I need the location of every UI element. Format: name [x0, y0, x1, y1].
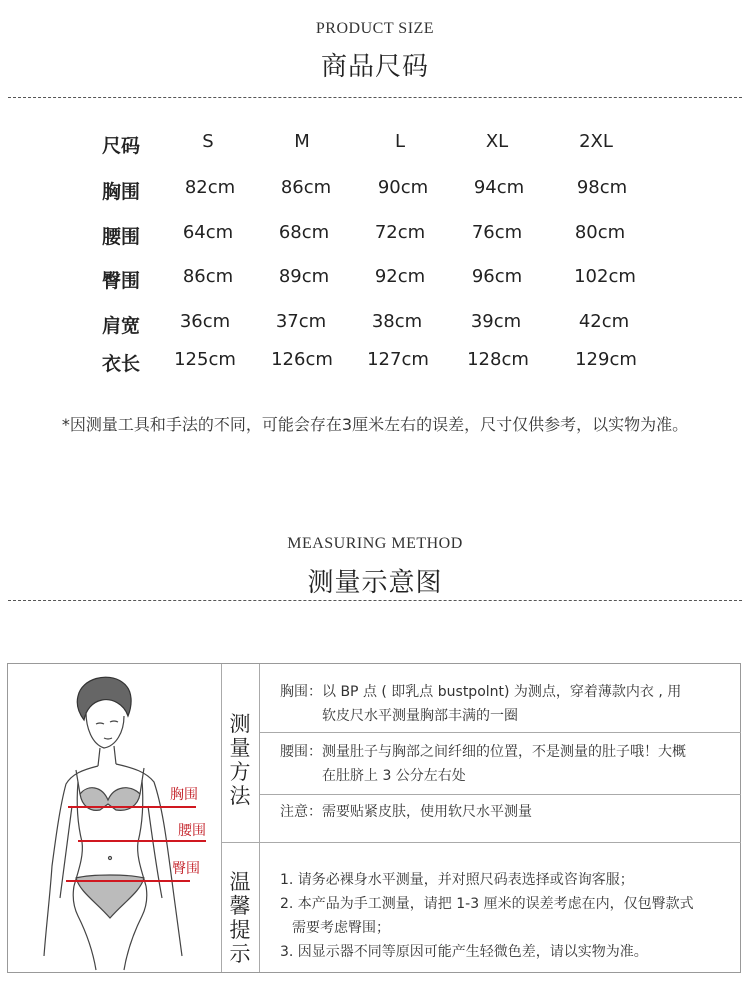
- bust-line: [68, 806, 196, 808]
- table-cell: 94cm: [473, 177, 525, 198]
- table-cell: 42cm: [578, 311, 630, 332]
- table-cell: 102cm: [574, 266, 636, 287]
- table-cell: 86cm: [182, 266, 234, 287]
- column-divider: [221, 664, 222, 972]
- table-cell: 129cm: [575, 349, 637, 370]
- table-row: [0, 311, 750, 341]
- table-row: [0, 266, 750, 296]
- body-figure-illustration: [16, 666, 226, 972]
- table-header-row: [0, 131, 750, 161]
- hip-line: [66, 880, 190, 882]
- section-title-en: PRODUCT SIZE: [315, 20, 435, 37]
- table-cell: 68cm: [278, 222, 330, 243]
- waist-line: [78, 840, 206, 842]
- measurement-guide-box: [7, 663, 741, 973]
- method-item-bust: 胸围：以 BP 点 ( 即乳点 bustpolnt) 为测点，穿着薄款内衣 , 用 软皮尺水平测量胸部丰满的一圈: [280, 684, 682, 724]
- table-cell: 98cm: [576, 177, 628, 198]
- table-row: [0, 349, 750, 379]
- hip-label: 臀围: [172, 861, 200, 877]
- tips-label: 温馨提示: [229, 870, 251, 966]
- table-cell: 127cm: [367, 349, 429, 370]
- table-cell: 86cm: [280, 177, 332, 198]
- table-cell: 72cm: [374, 222, 426, 243]
- table-row: [0, 177, 750, 207]
- size-disclaimer: *因测量工具和手法的不同，可能会存在3厘米左右的误差，尺寸仅供参考，以实物为准。: [61, 415, 689, 434]
- row-divider: [259, 794, 741, 795]
- table-cell: 89cm: [278, 266, 330, 287]
- row-label: 衣长: [102, 353, 141, 375]
- section-title-en: MEASURING METHOD: [287, 535, 463, 552]
- row-label: 肩宽: [102, 315, 141, 337]
- table-cell: 80cm: [574, 222, 626, 243]
- size-header: XL: [485, 131, 509, 152]
- table-row: [0, 222, 750, 252]
- table-cell: 90cm: [377, 177, 429, 198]
- table-cell: 39cm: [470, 311, 522, 332]
- tips-list: [280, 868, 694, 964]
- section-title-cn: 测量示意图: [307, 568, 443, 598]
- divider: [8, 97, 742, 98]
- tip-line: 2. 本产品为手工测量，请把 1-3 厘米的误差考虑在内，仅包臀款式: [280, 896, 694, 912]
- size-header: L: [394, 131, 406, 152]
- table-cell: 128cm: [467, 349, 529, 370]
- row-label: 腰围: [102, 226, 141, 248]
- tip-line: 1. 请务必裸身水平测量，并对照尺码表选择或咨询客服；: [280, 872, 634, 888]
- header-label: 尺码: [102, 135, 141, 157]
- size-header: S: [202, 131, 214, 152]
- table-cell: 126cm: [271, 349, 333, 370]
- table-cell: 96cm: [471, 266, 523, 287]
- row-divider: [259, 732, 741, 733]
- row-label: 胸围: [102, 181, 141, 203]
- table-cell: 38cm: [371, 311, 423, 332]
- tip-line: 3. 因显示器不同等原因可能产生轻微色差，请以实物为准。: [280, 944, 648, 960]
- bust-label: 胸围: [170, 787, 198, 803]
- row-label: 臀围: [102, 270, 141, 292]
- method-item-waist: 腰围：测量肚子与胸部之间纤细的位置，不是测量的肚子哦！大概 在肚脐上 3 公分左右处: [280, 744, 686, 784]
- row-divider: [221, 842, 741, 843]
- method-label: 测量方法: [229, 712, 251, 808]
- table-cell: 36cm: [179, 311, 231, 332]
- section-title-cn: 商品尺码: [320, 52, 429, 82]
- divider: [8, 600, 742, 601]
- table-cell: 125cm: [174, 349, 236, 370]
- table-cell: 64cm: [182, 222, 234, 243]
- table-cell: 37cm: [275, 311, 327, 332]
- method-item-note: 注意：需要贴紧皮肤，使用软尺水平测量: [280, 804, 532, 820]
- column-divider: [259, 664, 260, 972]
- waist-label: 腰围: [178, 823, 206, 839]
- tip-line: 需要考虑臀围；: [292, 920, 390, 936]
- table-cell: 76cm: [471, 222, 523, 243]
- size-header: M: [294, 131, 310, 152]
- table-cell: 82cm: [184, 177, 236, 198]
- size-header: 2XL: [579, 131, 613, 152]
- table-cell: 92cm: [374, 266, 426, 287]
